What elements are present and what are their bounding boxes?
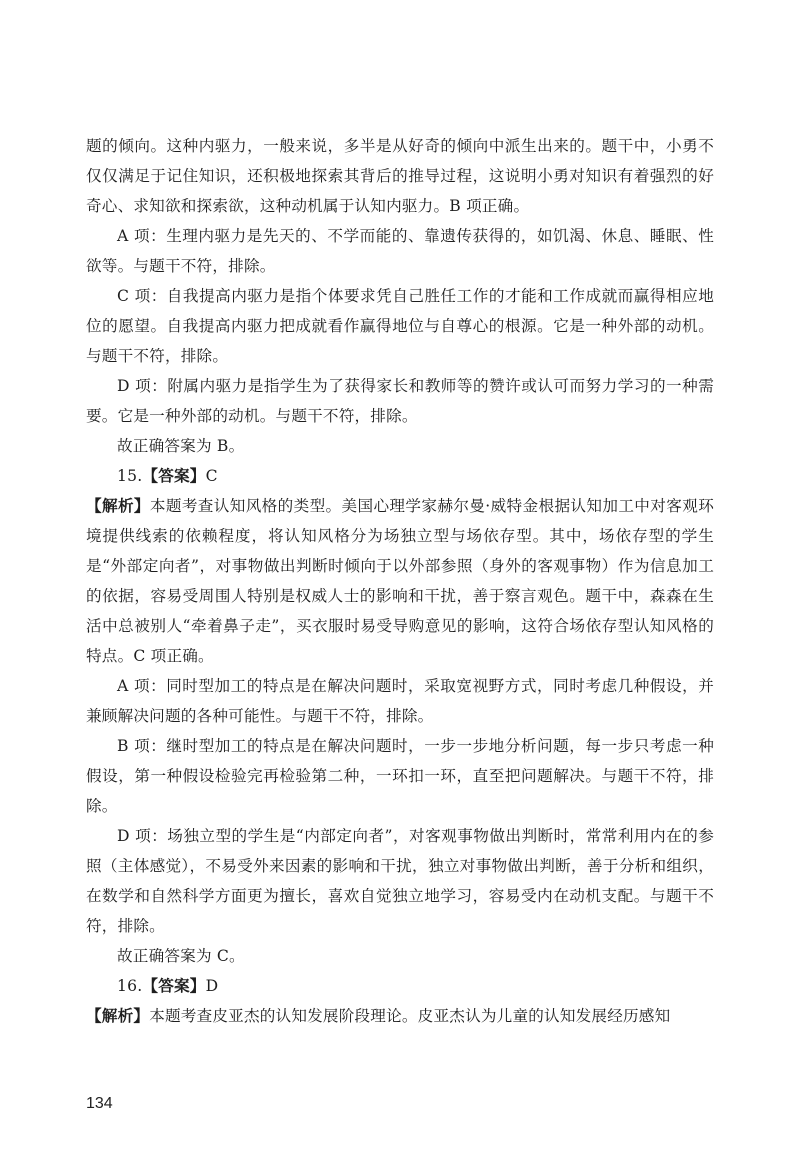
paragraph-continuation: 题的倾向。这种内驱力，一般来说，多半是从好奇的倾向中派生出来的。题干中，小勇不仅仅满足于记住知识，还积极地探索其背后的推导过程，这说明小勇对知识有着强烈的好奇心、求知欲和探索欲，这种动机属于认知内驱力。B 项正确。 bbox=[86, 137, 714, 215]
analysis-tag: 【解析】 bbox=[86, 497, 150, 515]
answer-tag: 【答案】 bbox=[142, 467, 206, 485]
question-number: 16. bbox=[117, 977, 143, 995]
paragraph-option-d: D 项：附属内驱力是指学生为了获得家长和教师等的赞许或认可而努力学习的一种需要。它是一种外部的动机。与题干不符，排除。 bbox=[86, 377, 714, 425]
answer-tag: 【答案】 bbox=[142, 977, 206, 995]
paragraph-option-d-15: D 项：场独立型的学生是“内部定向者”，对客观事物做出判断时，常常利用内在的参照（主体感觉），不易受外来因素的影响和干扰，独立对事物做出判断，善于分析和组织，在数学和自然科学方面更为擅长，喜欢自觉独立地学习，容易受内在动机支配。与题干不符，排除。 bbox=[86, 827, 714, 935]
paragraph-conclusion-b: 故正确答案为 B。 bbox=[117, 437, 245, 455]
page-number: 134 bbox=[86, 1095, 113, 1112]
paragraph-option-b-15: B 项：继时型加工的特点是在解决问题时，一步一步地分析问题，每一步只考虑一种假设，第一种假设检验完再检验第二种，一环扣一环，直至把问题解决。与题干不符，排除。 bbox=[86, 737, 714, 815]
paragraph-option-a: A 项：生理内驱力是先天的、不学而能的、靠遗传获得的，如饥渴、休息、睡眠、性欲等。与题干不符，排除。 bbox=[86, 227, 714, 275]
answer-value: C bbox=[205, 467, 218, 485]
paragraph-option-c: C 项：自我提高内驱力是指个体要求凭自己胜任工作的才能和工作成就而赢得相应地位的愿望。自我提高内驱力把成就看作赢得地位与自尊心的根源。它是一种外部的动机。与题干不符，排除。 bbox=[86, 287, 714, 365]
paragraph-option-a-15: A 项：同时型加工的特点是在解决问题时，采取宽视野方式，同时考虑几种假设，并兼顾解决问题的各种可能性。与题干不符，排除。 bbox=[86, 677, 714, 725]
answer-value: D bbox=[205, 977, 219, 995]
question-16-analysis bbox=[86, 1001, 714, 1031]
analysis-text: 本题考查皮亚杰的认知发展阶段理论。皮亚杰认为儿童的认知发展经历感知 bbox=[149, 1007, 671, 1025]
question-16-answer bbox=[86, 971, 714, 1001]
question-15-analysis bbox=[86, 491, 714, 671]
question-15-answer bbox=[86, 461, 714, 491]
page-content bbox=[86, 131, 714, 1031]
question-number: 15. bbox=[117, 467, 143, 485]
paragraph-conclusion-c: 故正确答案为 C。 bbox=[117, 947, 245, 965]
analysis-tag: 【解析】 bbox=[86, 1007, 150, 1025]
analysis-text: 本题考查认知风格的类型。美国心理学家赫尔曼·威特金根据认知加工中对客观环境提供线索的依赖程度，将认知风格分为场独立型与场依存型。其中，场依存型的学生是“外部定向者”，对事物做出判断时倾向于以外部参照（身外的客观事物）作为信息加工的依据，容易受周围人特别是权威人士的影响和干扰，善于察言观色。题干中，森森在生活中总被别人“牵着鼻子走”，买衣服时易受导购意见的影响，这符合场依存型认知风格的特点。C 项正确。 bbox=[86, 497, 714, 665]
